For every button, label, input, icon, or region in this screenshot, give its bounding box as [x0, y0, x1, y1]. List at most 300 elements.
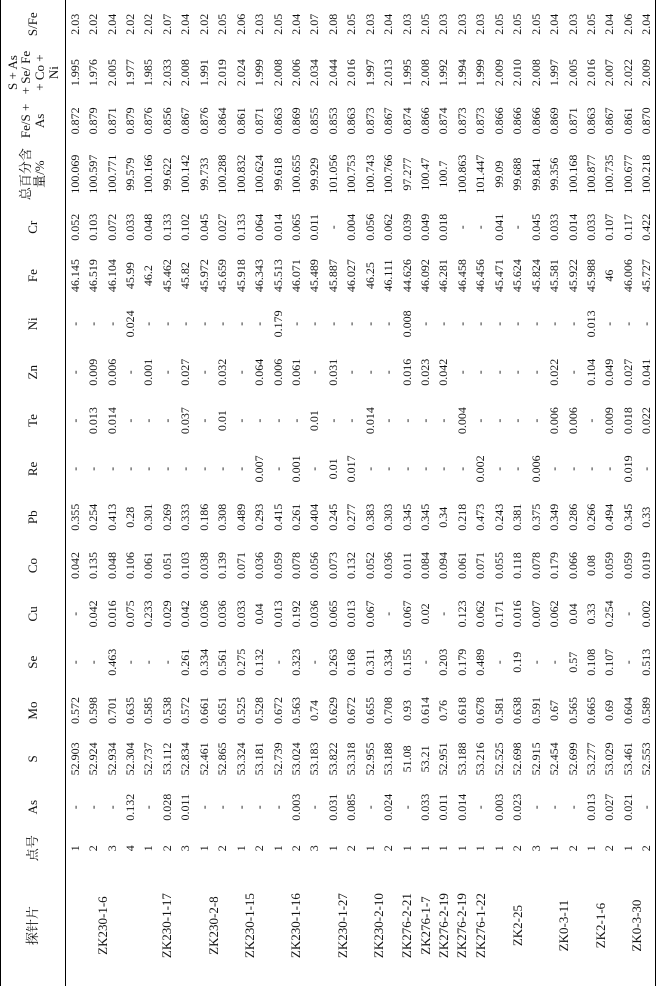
value-cell: 0.084: [418, 552, 433, 580]
value-cell: 100.735: [602, 154, 617, 194]
table-row: [231, 0, 249, 986]
value-cell: 0.042: [67, 552, 82, 580]
value-cell: 0.34: [436, 506, 451, 528]
value-cell: -: [196, 370, 211, 375]
value-cell: 0.013: [583, 793, 598, 821]
value-cell: 2.010: [510, 59, 525, 87]
table-row: [158, 0, 176, 986]
value-cell: 0.293: [252, 503, 267, 531]
value-cell: 0.041: [637, 348, 655, 396]
value-cell: 0.629: [325, 697, 340, 725]
value-cell: 0.269: [159, 503, 174, 531]
value-cell: 0.059: [620, 552, 635, 580]
value-cell: -: [565, 805, 580, 810]
value-cell: 2.022: [620, 59, 635, 87]
value-cell: 53.461: [620, 742, 635, 776]
value-cell: -: [436, 611, 451, 616]
value-cell: 0.67: [547, 700, 562, 722]
value-cell: 0.133: [233, 213, 248, 241]
header-re: Re: [1, 445, 66, 493]
value-cell: 2.03: [67, 13, 82, 35]
value-cell: -: [307, 466, 322, 471]
header-se: Se: [1, 638, 66, 686]
value-cell: 53.188: [381, 742, 396, 776]
value-cell: -: [381, 370, 396, 375]
table-row: [600, 0, 618, 986]
value-cell: 0.494: [602, 503, 617, 531]
value-cell: 0.003: [288, 793, 303, 821]
point-number-cell: 2: [159, 845, 174, 852]
table-row: [490, 0, 508, 986]
value-cell: 0.638: [510, 697, 525, 725]
value-cell: 0.042: [86, 600, 101, 628]
value-cell: -: [473, 225, 488, 230]
header-fe-s-as: Fe/S + As: [1, 97, 66, 145]
value-cell: 0.009: [602, 407, 617, 435]
value-cell: 52.955: [362, 742, 377, 776]
value-cell: 0.049: [418, 213, 433, 241]
table-row: [526, 0, 544, 986]
header-total: 总百分含量/%: [1, 145, 66, 203]
value-cell: -: [159, 466, 174, 471]
value-cell: 0.635: [123, 697, 138, 725]
value-cell: 0.027: [620, 358, 635, 386]
value-cell: 0.874: [399, 107, 414, 135]
header-sample: 探针片: [1, 865, 66, 986]
value-cell: 0.011: [178, 793, 193, 821]
value-cell: 53.822: [325, 742, 340, 776]
value-cell: 45.624: [510, 259, 525, 293]
value-cell: 45.972: [196, 259, 211, 293]
value-cell: 0.002: [637, 590, 655, 638]
value-cell: 2.03: [473, 13, 488, 35]
value-cell: 52.454: [547, 742, 562, 776]
value-cell: 0.303: [381, 503, 396, 531]
value-cell: 0.323: [288, 648, 303, 676]
value-cell: 0.701: [104, 697, 119, 725]
table-row: [305, 0, 323, 986]
value-cell: -: [381, 466, 396, 471]
table-row: [416, 0, 434, 986]
value-cell: 0.027: [602, 793, 617, 821]
value-cell: 2.07: [159, 13, 174, 35]
value-cell: 0.655: [362, 697, 377, 725]
value-cell: 0.006: [270, 358, 285, 386]
value-cell: 0.055: [491, 552, 506, 580]
value-cell: 0.581: [491, 697, 506, 725]
value-cell: 46.027: [344, 259, 359, 293]
header-point: 点号: [1, 831, 66, 865]
value-cell: 0.572: [178, 697, 193, 725]
value-cell: -: [86, 466, 101, 471]
value-cell: 2.04: [547, 13, 562, 35]
header-co: Co: [1, 541, 66, 589]
point-number-cell: 1: [362, 845, 377, 852]
value-cell: 0.013: [270, 600, 285, 628]
value-cell: 99.929: [307, 157, 322, 191]
value-cell: 2.02: [141, 13, 156, 35]
value-cell: 0.051: [159, 552, 174, 580]
value-cell: -: [418, 660, 433, 665]
value-cell: 46.2: [141, 265, 156, 287]
value-cell: -: [637, 300, 655, 348]
value-cell: 100.069: [67, 154, 82, 194]
value-cell: 0.024: [123, 310, 138, 338]
point-number-cell: 3: [307, 845, 322, 852]
value-cell: 2.03: [252, 13, 267, 35]
value-cell: -: [307, 805, 322, 810]
value-cell: 0.001: [288, 455, 303, 483]
value-cell: 52.903: [67, 742, 82, 776]
value-cell: 0.661: [196, 697, 211, 725]
value-cell: -: [141, 418, 156, 423]
value-cell: 0.006: [528, 455, 543, 483]
value-cell: -: [233, 321, 248, 326]
value-cell: 52.834: [178, 742, 193, 776]
value-cell: 100.166: [141, 154, 156, 194]
value-cell: 0.19: [510, 651, 525, 673]
value-cell: 0.036: [307, 600, 322, 628]
value-cell: -: [325, 418, 340, 423]
value-cell: 0.04: [252, 603, 267, 625]
point-number-cell: 3: [104, 845, 119, 852]
value-cell: -: [547, 321, 562, 326]
value-cell: 2.03: [399, 13, 414, 35]
value-cell: 2.05: [215, 13, 230, 35]
value-cell: -: [67, 805, 82, 810]
value-cell: 0.872: [67, 107, 82, 135]
value-cell: -: [473, 418, 488, 423]
value-cell: 2.007: [602, 59, 617, 87]
value-cell: -: [215, 466, 230, 471]
value-cell: -: [86, 805, 101, 810]
value-cell: 0.003: [491, 793, 506, 821]
value-cell: 0.037: [178, 407, 193, 435]
value-cell: 0.036: [215, 600, 230, 628]
value-cell: 0.045: [528, 213, 543, 241]
value-cell: 0.011: [436, 793, 451, 821]
value-cell: 53.181: [252, 742, 267, 776]
value-cell: 0.042: [436, 358, 451, 386]
value-cell: 0.031: [325, 358, 340, 386]
sample-id-cell: ZK276-2-19: [435, 893, 451, 959]
value-cell: 53.21: [418, 745, 433, 773]
value-cell: 0.463: [104, 648, 119, 676]
point-number-cell: 2: [510, 845, 525, 852]
value-cell: 45.513: [270, 259, 285, 293]
value-cell: 100.288: [215, 154, 230, 194]
value-cell: 0.261: [178, 648, 193, 676]
value-cell: 0.036: [196, 600, 211, 628]
value-cell: 2.02: [86, 13, 101, 35]
value-cell: -: [362, 805, 377, 810]
value-cell: 0.078: [288, 552, 303, 580]
value-cell: 0.006: [104, 358, 119, 386]
value-cell: 0.078: [528, 552, 543, 580]
value-cell: 2.008: [270, 59, 285, 87]
value-cell: 0.93: [399, 700, 414, 722]
value-cell: 0.011: [399, 552, 414, 579]
table-row: [287, 0, 305, 986]
table-row: [619, 0, 637, 986]
value-cell: -: [510, 370, 525, 375]
value-cell: 46.519: [86, 259, 101, 293]
value-cell: 1.995: [67, 59, 82, 87]
value-cell: 0.056: [307, 552, 322, 580]
header-as: As: [1, 783, 66, 831]
value-cell: 0.708: [381, 697, 396, 725]
value-cell: -: [141, 466, 156, 471]
value-cell: 0.022: [547, 358, 562, 386]
value-cell: 0.001: [141, 358, 156, 386]
value-cell: 2.03: [565, 13, 580, 35]
value-cell: 0.029: [159, 600, 174, 628]
table-row: [139, 0, 157, 986]
value-cell: 0.263: [325, 648, 340, 676]
value-cell: -: [67, 370, 82, 375]
value-cell: 0.006: [547, 407, 562, 435]
value-cell: 53.183: [307, 742, 322, 776]
value-cell: 2.07: [307, 13, 322, 35]
point-number-cell: 1: [454, 845, 469, 852]
value-cell: 0.861: [233, 107, 248, 135]
value-cell: 0.107: [602, 213, 617, 241]
value-cell: 0.022: [637, 396, 655, 444]
value-cell: -: [196, 418, 211, 423]
table-row: [545, 0, 563, 986]
value-cell: -: [637, 445, 655, 493]
value-cell: 0.033: [547, 213, 562, 241]
point-number-cell: 2: [381, 845, 396, 852]
value-cell: 0.333: [178, 503, 193, 531]
value-cell: 0.027: [215, 213, 230, 241]
value-cell: 0.007: [252, 455, 267, 483]
value-cell: 0.042: [178, 600, 193, 628]
value-cell: 0.334: [381, 648, 396, 676]
sample-id-cell: ZK230-1-27: [334, 893, 350, 959]
value-cell: 0.867: [381, 107, 396, 135]
value-cell: 100.142: [178, 154, 193, 194]
value-cell: 0.04: [565, 603, 580, 625]
table-row: [434, 0, 452, 986]
value-cell: -: [307, 370, 322, 375]
value-cell: 0.561: [215, 648, 230, 676]
value-cell: -: [344, 370, 359, 375]
value-cell: 0.286: [565, 503, 580, 531]
value-cell: -: [620, 660, 635, 665]
value-cell: 53.024: [288, 742, 303, 776]
value-cell: 100.753: [344, 154, 359, 194]
value-cell: -: [196, 321, 211, 326]
value-cell: 2.05: [510, 13, 525, 35]
value-cell: 0.014: [454, 793, 469, 821]
value-cell: 0.861: [620, 107, 635, 135]
value-cell: 53.216: [473, 742, 488, 776]
value-cell: 0.349: [547, 503, 562, 531]
table-row: [582, 0, 600, 986]
value-cell: 0.585: [141, 697, 156, 725]
value-cell: 0.045: [196, 213, 211, 241]
header-ratio: S + As + Se/ Fe + Co + Ni: [1, 48, 66, 96]
value-cell: 1.985: [141, 59, 156, 87]
value-cell: 99.622: [159, 157, 174, 191]
value-cell: 100.743: [362, 154, 377, 194]
value-cell: 0.065: [288, 213, 303, 241]
value-cell: 0.023: [418, 358, 433, 386]
value-cell: -: [270, 660, 285, 665]
table-row: [453, 0, 471, 986]
value-cell: 0.604: [620, 697, 635, 725]
value-cell: 0.311: [362, 648, 377, 676]
value-cell: 45.462: [159, 259, 174, 293]
value-cell: -: [67, 466, 82, 471]
value-cell: 0.072: [104, 213, 119, 241]
value-cell: 52.698: [510, 742, 525, 776]
value-cell: 0.528: [252, 697, 267, 725]
value-cell: 100.597: [86, 154, 101, 194]
value-cell: -: [196, 805, 211, 810]
value-cell: -: [104, 321, 119, 326]
value-cell: 0.118: [510, 552, 525, 579]
value-cell: 0.031: [325, 793, 340, 821]
value-cell: -: [454, 466, 469, 471]
table-row: [102, 0, 120, 986]
value-cell: -: [362, 321, 377, 326]
header-row: [1, 0, 66, 986]
value-cell: 99.841: [528, 157, 543, 191]
value-cell: 0.179: [547, 552, 562, 580]
value-cell: 0.041: [491, 213, 506, 241]
value-cell: 2.044: [325, 59, 340, 87]
value-cell: 0.016: [104, 600, 119, 628]
value-cell: 0.678: [473, 697, 488, 725]
table-row: [213, 0, 231, 986]
value-cell: 0.873: [362, 107, 377, 135]
value-cell: -: [418, 466, 433, 471]
value-cell: -: [344, 418, 359, 423]
value-cell: 100.832: [233, 154, 248, 194]
value-cell: 0.033: [583, 213, 598, 241]
value-cell: 0.067: [362, 600, 377, 628]
value-cell: -: [473, 321, 488, 326]
value-cell: -: [141, 805, 156, 810]
value-cell: 0.489: [473, 648, 488, 676]
table-row: [508, 0, 526, 986]
value-cell: 2.006: [288, 59, 303, 87]
value-cell: 2.05: [491, 13, 506, 35]
value-cell: 0.036: [381, 552, 396, 580]
value-cell: -: [528, 370, 543, 375]
value-cell: 0.879: [86, 107, 101, 135]
point-number-cell: 2: [288, 845, 303, 852]
value-cell: 0.075: [123, 600, 138, 628]
value-cell: 0.006: [565, 407, 580, 435]
value-cell: 52.951: [436, 742, 451, 776]
value-cell: 0.106: [123, 552, 138, 580]
value-cell: 0.021: [620, 793, 635, 821]
value-cell: -: [270, 805, 285, 810]
value-cell: 0.855: [307, 107, 322, 135]
value-cell: 53.029: [602, 742, 617, 776]
value-cell: 53.188: [454, 742, 469, 776]
value-cell: 0.404: [307, 503, 322, 531]
point-number-cell: 1: [270, 845, 285, 852]
value-cell: 0.024: [381, 793, 396, 821]
value-cell: 0.870: [637, 97, 655, 145]
value-cell: 0.345: [399, 503, 414, 531]
table-row: [471, 0, 489, 986]
value-cell: 0.853: [325, 107, 340, 135]
value-cell: 2.005: [565, 59, 580, 87]
value-cell: 52.739: [270, 742, 285, 776]
value-cell: 0.014: [362, 407, 377, 435]
sample-id-cell: ZK2-1-6: [592, 902, 608, 949]
value-cell: -: [252, 418, 267, 423]
value-cell: 0.062: [473, 600, 488, 628]
value-cell: -: [510, 418, 525, 423]
value-cell: -: [215, 321, 230, 326]
value-cell: 0.004: [344, 213, 359, 241]
value-cell: 45.988: [583, 259, 598, 293]
value-cell: -: [123, 466, 138, 471]
value-cell: 0.243: [491, 503, 506, 531]
value-cell: 0.027: [178, 358, 193, 386]
value-cell: 0.598: [86, 697, 101, 725]
value-cell: 0.651: [215, 697, 230, 725]
value-cell: 46.006: [620, 259, 635, 293]
value-cell: 0.023: [510, 793, 525, 821]
value-cell: 0.135: [86, 552, 101, 580]
value-cell: 0.345: [620, 503, 635, 531]
value-cell: -: [362, 466, 377, 471]
value-cell: -: [620, 611, 635, 616]
value-cell: 2.04: [288, 13, 303, 35]
value-cell: 100.863: [454, 154, 469, 194]
point-number-cell: 1: [196, 845, 211, 852]
value-cell: 0.867: [178, 107, 193, 135]
value-cell: 1.976: [86, 59, 101, 87]
value-cell: 1.995: [399, 59, 414, 87]
value-cell: -: [436, 321, 451, 326]
value-cell: 0.413: [104, 503, 119, 531]
value-cell: 0.139: [215, 552, 230, 580]
value-cell: 0.383: [362, 503, 377, 531]
value-cell: -: [454, 370, 469, 375]
header-ni: Ni: [1, 300, 66, 348]
point-number-cell: 4: [123, 845, 138, 852]
value-cell: 0.171: [491, 600, 506, 628]
value-cell: 0.018: [436, 213, 451, 241]
sample-id-cell: ZK276-2-19: [454, 893, 470, 959]
header-cu: Cu: [1, 590, 66, 638]
table-row: [121, 0, 139, 986]
value-cell: -: [344, 321, 359, 326]
value-cell: 0.308: [215, 503, 230, 531]
value-cell: -: [104, 466, 119, 471]
value-cell: 0.254: [86, 503, 101, 531]
value-cell: 0.085: [344, 793, 359, 821]
value-cell: 2.008: [528, 59, 543, 87]
value-cell: 0.233: [141, 600, 156, 628]
value-cell: 0.168: [344, 648, 359, 676]
point-number-cell: 1: [141, 845, 156, 852]
value-cell: -: [491, 418, 506, 423]
value-cell: -: [510, 466, 525, 471]
table-body: [66, 0, 656, 986]
value-cell: 46: [602, 269, 617, 282]
value-cell: 2.008: [178, 59, 193, 87]
header-s-fe: S/Fe: [1, 0, 66, 48]
